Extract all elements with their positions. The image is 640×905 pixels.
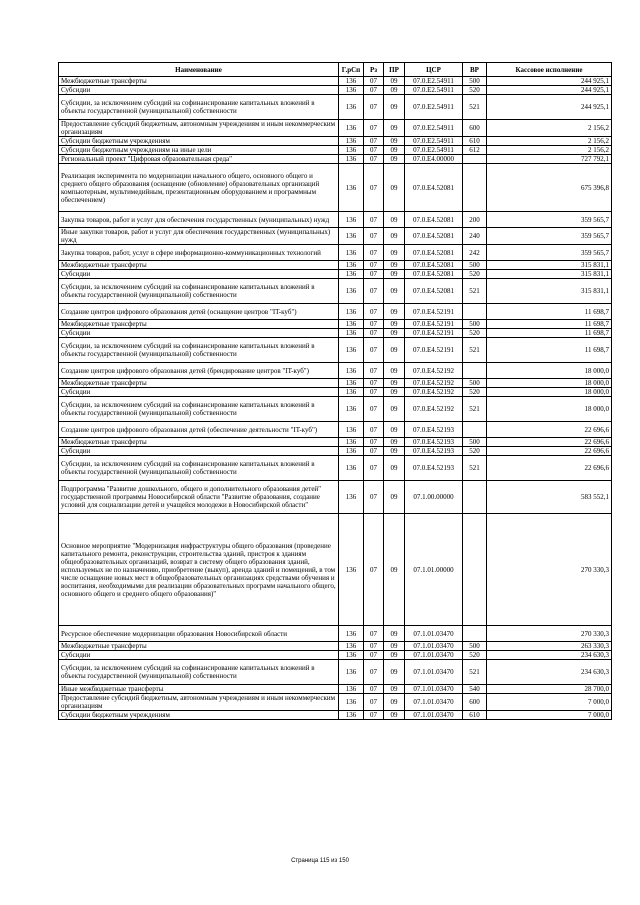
row-csr: 07.1.01.03470 [405, 694, 463, 711]
row-amount: 7 000,0 [487, 694, 612, 711]
row-rz: 07 [364, 137, 384, 146]
table-row [59, 388, 612, 397]
row-grsp: 136 [339, 388, 364, 397]
row-name: Субсидии, за исключением субсидий на софинансирование капитальных вложений в объекты государственной (муниципальной) собственности [59, 279, 339, 304]
row-pr: 09 [384, 228, 405, 245]
row-rz: 07 [364, 155, 384, 164]
table-row [59, 379, 612, 388]
row-vr: 520 [463, 447, 487, 456]
row-vr: 521 [463, 338, 487, 363]
row-csr: 07.0.E4.00000 [405, 155, 463, 164]
header-name: Наименование [59, 63, 339, 77]
row-rz: 07 [364, 642, 384, 651]
row-vr [463, 514, 487, 626]
row-amount: 22 696,6 [487, 456, 612, 481]
row-vr: 521 [463, 456, 487, 481]
row-rz: 07 [364, 164, 384, 212]
row-amount: 359 565,7 [487, 228, 612, 245]
row-vr: 242 [463, 245, 487, 261]
row-rz: 07 [364, 86, 384, 95]
row-vr: 500 [463, 320, 487, 329]
row-amount: 244 925,1 [487, 95, 612, 120]
row-name: Иные закупки товаров, работ и услуг для обеспечения государственных (муниципальных) нужд [59, 228, 339, 245]
row-name: Субсидии, за исключением субсидий на софинансирование капитальных вложений в объекты государственной (муниципальной) собственности [59, 95, 339, 120]
row-grsp: 136 [339, 120, 364, 137]
row-pr: 09 [384, 261, 405, 270]
row-pr: 09 [384, 338, 405, 363]
row-amount: 234 630,3 [487, 651, 612, 660]
row-pr: 09 [384, 456, 405, 481]
row-pr: 09 [384, 137, 405, 146]
row-vr: 612 [463, 146, 487, 155]
row-rz: 07 [364, 397, 384, 422]
row-amount: 7 000,0 [487, 711, 612, 720]
row-rz: 07 [364, 388, 384, 397]
row-name: Закупка товаров, работ и услуг для обеспечения государственных (муниципальных) нужд [59, 212, 339, 228]
row-rz: 07 [364, 363, 384, 379]
row-vr: 500 [463, 261, 487, 270]
row-csr: 07.0.E2.54911 [405, 137, 463, 146]
row-pr: 09 [384, 642, 405, 651]
table-row [59, 660, 612, 685]
row-rz: 07 [364, 422, 384, 438]
header-pr: ПР [384, 63, 405, 77]
row-rz: 07 [364, 514, 384, 626]
row-rz: 07 [364, 651, 384, 660]
row-amount: 359 565,7 [487, 212, 612, 228]
row-csr: 07.0.E2.54911 [405, 95, 463, 120]
row-name: Иные межбюджетные трансферты [59, 685, 339, 694]
table-row [59, 626, 612, 642]
row-vr: 500 [463, 438, 487, 447]
row-name: Межбюджетные трансферты [59, 438, 339, 447]
row-grsp: 136 [339, 164, 364, 212]
row-csr: 07.1.00.00000 [405, 481, 463, 514]
row-vr: 540 [463, 685, 487, 694]
row-rz: 07 [364, 120, 384, 137]
row-vr: 521 [463, 397, 487, 422]
document-page [58, 62, 611, 720]
row-amount: 11 698,7 [487, 320, 612, 329]
row-amount: 11 698,7 [487, 338, 612, 363]
row-pr: 09 [384, 711, 405, 720]
row-name: Межбюджетные трансферты [59, 320, 339, 329]
row-csr: 07.0.E4.52192 [405, 363, 463, 379]
table-row [59, 120, 612, 137]
table-row [59, 397, 612, 422]
row-rz: 07 [364, 660, 384, 685]
header-rz: Рз [364, 63, 384, 77]
row-vr [463, 363, 487, 379]
row-pr: 09 [384, 95, 405, 120]
row-amount: 359 565,7 [487, 245, 612, 261]
table-row [59, 447, 612, 456]
table-row [59, 456, 612, 481]
row-csr: 07.0.E4.52191 [405, 304, 463, 320]
row-csr: 07.0.E2.54911 [405, 77, 463, 86]
row-csr: 07.0.E2.54911 [405, 120, 463, 137]
table-row [59, 651, 612, 660]
row-grsp: 136 [339, 77, 364, 86]
page-number: Страница 115 из 150 [291, 858, 349, 864]
header-amount: Кассовое исполнение [487, 63, 612, 77]
row-rz: 07 [364, 438, 384, 447]
row-name: Предоставление субсидий бюджетным, автономным учреждениям и иным некоммерческим организациям [59, 694, 339, 711]
row-pr: 09 [384, 379, 405, 388]
row-grsp: 136 [339, 95, 364, 120]
row-amount: 22 696,6 [487, 438, 612, 447]
row-amount: 234 630,3 [487, 660, 612, 685]
table-row [59, 422, 612, 438]
row-name: Субсидии бюджетным учреждениям [59, 711, 339, 720]
row-vr: 500 [463, 77, 487, 86]
row-csr: 07.0.E4.52081 [405, 261, 463, 270]
row-grsp: 136 [339, 261, 364, 270]
row-rz: 07 [364, 456, 384, 481]
row-rz: 07 [364, 228, 384, 245]
row-name: Создание центров цифрового образования детей (оснащение центров "IT-куб") [59, 304, 339, 320]
table-row [59, 338, 612, 363]
table-body [59, 77, 612, 720]
row-name: Закупка товаров, работ, услуг в сфере информационно-коммуникационных технологий [59, 245, 339, 261]
table-row [59, 642, 612, 651]
row-amount: 244 925,1 [487, 77, 612, 86]
row-grsp: 136 [339, 329, 364, 338]
row-rz: 07 [364, 447, 384, 456]
row-rz: 07 [364, 304, 384, 320]
row-pr: 09 [384, 388, 405, 397]
row-vr: 500 [463, 379, 487, 388]
table-row [59, 304, 612, 320]
row-rz: 07 [364, 338, 384, 363]
row-grsp: 136 [339, 245, 364, 261]
table-row [59, 481, 612, 514]
row-name: Субсидии, за исключением субсидий на софинансирование капитальных вложений в объекты государственной (муниципальной) собственности [59, 456, 339, 481]
row-rz: 07 [364, 320, 384, 329]
row-csr: 07.0.E4.52191 [405, 329, 463, 338]
row-amount: 22 696,6 [487, 422, 612, 438]
row-pr: 09 [384, 120, 405, 137]
row-amount: 315 831,1 [487, 270, 612, 279]
row-name: Подпрограмма "Развитие дошкольного, общего и дополнительного образования детей" государственной программы Новосибирской области "Развитие образования, создание условий для социализации детей и учащейся молодежи в Новосибирской области" [59, 481, 339, 514]
row-csr: 07.0.E4.52192 [405, 388, 463, 397]
table-row [59, 95, 612, 120]
table-row [59, 155, 612, 164]
row-grsp: 136 [339, 363, 364, 379]
row-name: Субсидии [59, 270, 339, 279]
row-pr: 09 [384, 279, 405, 304]
row-amount: 22 696,6 [487, 447, 612, 456]
table-row [59, 514, 612, 626]
row-amount: 263 330,3 [487, 642, 612, 651]
row-csr: 07.0.E4.52081 [405, 245, 463, 261]
row-vr: 520 [463, 86, 487, 95]
row-pr: 09 [384, 422, 405, 438]
row-name: Субсидии бюджетным учреждениям [59, 137, 339, 146]
row-amount: 2 156,2 [487, 120, 612, 137]
row-csr: 07.1.01.03470 [405, 651, 463, 660]
row-grsp: 136 [339, 438, 364, 447]
row-grsp: 136 [339, 651, 364, 660]
row-rz: 07 [364, 379, 384, 388]
row-grsp: 136 [339, 338, 364, 363]
row-grsp: 136 [339, 379, 364, 388]
row-csr: 07.0.E4.52193 [405, 422, 463, 438]
table-row [59, 694, 612, 711]
row-amount: 2 156,2 [487, 137, 612, 146]
table-row [59, 164, 612, 212]
row-rz: 07 [364, 329, 384, 338]
row-rz: 07 [364, 245, 384, 261]
header-csr: ЦСР [405, 63, 463, 77]
row-name: Субсидии [59, 651, 339, 660]
row-amount: 675 396,8 [487, 164, 612, 212]
row-csr: 07.0.E4.52081 [405, 228, 463, 245]
row-csr: 07.1.01.03470 [405, 685, 463, 694]
row-pr: 09 [384, 438, 405, 447]
row-grsp: 136 [339, 86, 364, 95]
row-grsp: 136 [339, 146, 364, 155]
row-pr: 09 [384, 212, 405, 228]
row-amount: 315 831,1 [487, 261, 612, 270]
row-csr: 07.1.01.03470 [405, 642, 463, 651]
table-row [59, 270, 612, 279]
header-grsp: Г.рСп [339, 63, 364, 77]
row-pr: 09 [384, 270, 405, 279]
row-csr: 07.1.01.03470 [405, 711, 463, 720]
row-grsp: 136 [339, 320, 364, 329]
row-grsp: 136 [339, 685, 364, 694]
table-row [59, 279, 612, 304]
table-row [59, 685, 612, 694]
table-row [59, 146, 612, 155]
row-pr: 09 [384, 304, 405, 320]
row-vr: 521 [463, 95, 487, 120]
row-vr: 521 [463, 279, 487, 304]
row-name: Межбюджетные трансферты [59, 642, 339, 651]
row-grsp: 136 [339, 155, 364, 164]
row-csr: 07.0.E4.52192 [405, 379, 463, 388]
row-vr: 520 [463, 651, 487, 660]
row-csr: 07.0.E4.52193 [405, 447, 463, 456]
row-amount: 18 000,0 [487, 379, 612, 388]
row-pr: 09 [384, 514, 405, 626]
row-name: Субсидии, за исключением субсидий на софинансирование капитальных вложений в объекты государственной (муниципальной) собственности [59, 338, 339, 363]
row-grsp: 136 [339, 137, 364, 146]
row-pr: 09 [384, 651, 405, 660]
row-amount: 727 792,1 [487, 155, 612, 164]
row-vr [463, 422, 487, 438]
row-name: Предоставление субсидий бюджетным, автономным учреждениям и иным некоммерческим организациям [59, 120, 339, 137]
row-rz: 07 [364, 694, 384, 711]
row-csr: 07.0.E4.52081 [405, 270, 463, 279]
table-row [59, 137, 612, 146]
row-rz: 07 [364, 279, 384, 304]
row-vr: 610 [463, 137, 487, 146]
row-vr [463, 155, 487, 164]
row-amount: 270 330,3 [487, 514, 612, 626]
row-vr [463, 164, 487, 212]
row-name: Субсидии [59, 329, 339, 338]
row-name: Основное мероприятие "Модернизация инфраструктуры общего образования (проведение капитального ремонта, реконструкции, строительства зданий, пристроя к зданиям общеобразовательных организаций, возврат в систему общего образования зданий, используемых не по назначению, приобретение (выкуп), аренда зданий и помещений, в том числе оснащение новых мест в общеобразовательных организациях средствами обучения и воспитания, необходимыми для реализации образовательных программ начального общего, основного общего и среднего общего образования)" [59, 514, 339, 626]
row-grsp: 136 [339, 694, 364, 711]
row-vr: 521 [463, 660, 487, 685]
row-name: Создание центров цифрового образования детей (обеспечение деятельности "IT-куб") [59, 422, 339, 438]
table-row [59, 261, 612, 270]
row-grsp: 136 [339, 212, 364, 228]
row-rz: 07 [364, 711, 384, 720]
row-vr [463, 481, 487, 514]
row-csr: 07.0.E4.52081 [405, 212, 463, 228]
row-rz: 07 [364, 261, 384, 270]
row-pr: 09 [384, 329, 405, 338]
row-pr: 09 [384, 685, 405, 694]
row-amount: 28 700,0 [487, 685, 612, 694]
row-grsp: 136 [339, 422, 364, 438]
row-csr: 07.0.E4.52191 [405, 338, 463, 363]
row-name: Межбюджетные трансферты [59, 261, 339, 270]
table-row [59, 245, 612, 261]
row-grsp: 136 [339, 270, 364, 279]
row-vr: 520 [463, 388, 487, 397]
row-name: Ресурсное обеспечение модернизации образования Новосибирской области [59, 626, 339, 642]
table-row [59, 711, 612, 720]
header-vr: ВР [463, 63, 487, 77]
row-grsp: 136 [339, 626, 364, 642]
row-csr: 07.0.E4.52081 [405, 279, 463, 304]
table-row [59, 228, 612, 245]
row-csr: 07.0.E2.54911 [405, 146, 463, 155]
row-grsp: 136 [339, 447, 364, 456]
row-name: Субсидии, за исключением субсидий на софинансирование капитальных вложений в объекты государственной (муниципальной) собственности [59, 660, 339, 685]
row-pr: 09 [384, 660, 405, 685]
row-csr: 07.1.01.00000 [405, 514, 463, 626]
row-pr: 09 [384, 77, 405, 86]
row-rz: 07 [364, 685, 384, 694]
row-amount: 18 000,0 [487, 397, 612, 422]
row-name: Межбюджетные трансферты [59, 379, 339, 388]
row-pr: 09 [384, 320, 405, 329]
row-pr: 09 [384, 155, 405, 164]
table-header-row [59, 63, 612, 77]
row-grsp: 136 [339, 481, 364, 514]
row-name: Субсидии [59, 447, 339, 456]
row-pr: 09 [384, 86, 405, 95]
row-pr: 09 [384, 397, 405, 422]
row-vr [463, 304, 487, 320]
row-vr: 240 [463, 228, 487, 245]
row-grsp: 136 [339, 711, 364, 720]
row-pr: 09 [384, 626, 405, 642]
row-amount: 18 000,0 [487, 388, 612, 397]
row-rz: 07 [364, 481, 384, 514]
row-name: Субсидии, за исключением субсидий на софинансирование капитальных вложений в объекты государственной (муниципальной) собственности [59, 397, 339, 422]
row-name: Межбюджетные трансферты [59, 77, 339, 86]
row-csr: 07.1.01.03470 [405, 660, 463, 685]
row-grsp: 136 [339, 514, 364, 626]
row-pr: 09 [384, 447, 405, 456]
row-amount: 270 330,3 [487, 626, 612, 642]
row-pr: 09 [384, 146, 405, 155]
table-row [59, 212, 612, 228]
row-grsp: 136 [339, 456, 364, 481]
row-vr: 600 [463, 120, 487, 137]
row-grsp: 136 [339, 304, 364, 320]
budget-table [58, 62, 612, 720]
row-csr: 07.0.E4.52193 [405, 438, 463, 447]
row-name: Субсидии [59, 86, 339, 95]
row-amount: 11 698,7 [487, 304, 612, 320]
table-row [59, 86, 612, 95]
row-name: Субсидии бюджетным учреждениям на иные цели [59, 146, 339, 155]
table-row [59, 77, 612, 86]
row-vr: 610 [463, 711, 487, 720]
row-rz: 07 [364, 212, 384, 228]
row-pr: 09 [384, 481, 405, 514]
row-vr: 600 [463, 694, 487, 711]
row-name: Региональный проект "Цифровая образовательная среда" [59, 155, 339, 164]
row-grsp: 136 [339, 397, 364, 422]
row-vr: 520 [463, 329, 487, 338]
row-grsp: 136 [339, 279, 364, 304]
row-csr: 07.0.E4.52081 [405, 164, 463, 212]
row-amount: 583 552,1 [487, 481, 612, 514]
row-rz: 07 [364, 77, 384, 86]
row-name: Создание центров цифрового образования детей (брендирование центров "IT-куб") [59, 363, 339, 379]
row-name: Реализация эксперимента по модернизации начального общего, основного общего и среднего общего образования (оснащение (обновление) образовательных организаций компьютерным, мультимедийным, презентационным оборудованием и программным обеспечением) [59, 164, 339, 212]
row-amount: 18 000,0 [487, 363, 612, 379]
row-csr: 07.0.E4.52191 [405, 320, 463, 329]
row-amount: 244 925,1 [487, 86, 612, 95]
table-row [59, 363, 612, 379]
row-vr [463, 626, 487, 642]
row-amount: 2 156,2 [487, 146, 612, 155]
row-grsp: 136 [339, 660, 364, 685]
row-pr: 09 [384, 164, 405, 212]
row-vr: 500 [463, 642, 487, 651]
row-rz: 07 [364, 626, 384, 642]
row-csr: 07.1.01.03470 [405, 626, 463, 642]
row-csr: 07.0.E4.52192 [405, 397, 463, 422]
row-vr: 520 [463, 270, 487, 279]
row-pr: 09 [384, 363, 405, 379]
row-vr: 200 [463, 212, 487, 228]
row-rz: 07 [364, 146, 384, 155]
row-amount: 315 831,1 [487, 279, 612, 304]
row-rz: 07 [364, 270, 384, 279]
row-rz: 07 [364, 95, 384, 120]
table-row [59, 320, 612, 329]
row-pr: 09 [384, 245, 405, 261]
table-row [59, 438, 612, 447]
row-name: Субсидии [59, 388, 339, 397]
row-amount: 11 698,7 [487, 329, 612, 338]
row-csr: 07.0.E2.54911 [405, 86, 463, 95]
row-grsp: 136 [339, 642, 364, 651]
table-row [59, 329, 612, 338]
row-grsp: 136 [339, 228, 364, 245]
row-csr: 07.0.E4.52193 [405, 456, 463, 481]
row-pr: 09 [384, 694, 405, 711]
